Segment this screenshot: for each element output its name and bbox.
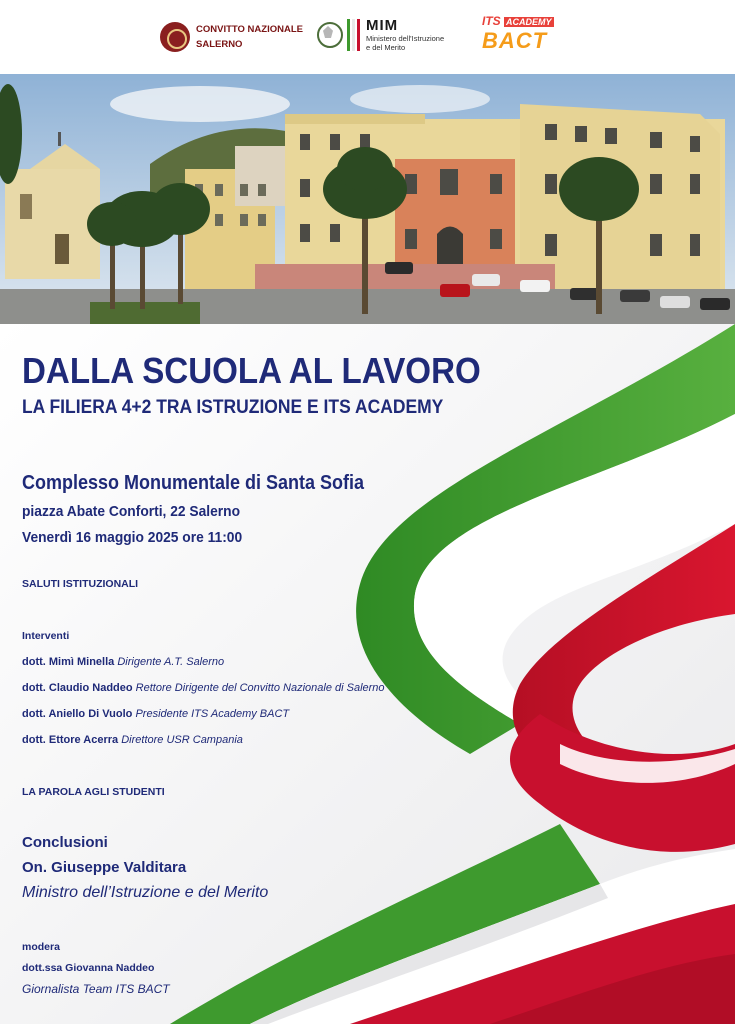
speaker-1 [22,656,224,668]
italian-flag-ribbon [0,324,735,1024]
speaker-name: dott. Aniello Di Vuolo [22,708,133,720]
mim-acronym: MIM [366,17,399,34]
saluti-heading: SALUTI ISTITUZIONALI [22,578,139,590]
its-label: ITS [482,14,501,28]
speaker-4 [22,734,243,746]
bact-label: BACT [482,28,548,53]
its-bact-logo [482,14,562,58]
convitto-name: CONVITTO NAZIONALE [196,24,303,35]
convitto-seal-icon [160,22,190,52]
event-title: DALLA SCUOLA AL LAVORO [22,350,481,391]
speaker-role: Direttore USR Campania [121,734,243,746]
conclusioni-name: On. Giuseppe Valditara [22,859,187,876]
mim-line1: Ministero dell'Istruzione [366,34,445,43]
interventi-heading: Interventi [22,630,70,642]
studenti-heading: LA PAROLA AGLI STUDENTI [22,786,165,798]
speaker-name: dott. Ettore Acerra [22,734,119,746]
event-address: piazza Abate Conforti, 22 Salerno [22,503,241,520]
speaker-2 [22,682,385,694]
event-date: Venerdì 16 maggio 2025 ore 11:00 [22,529,243,546]
mim-logo [315,18,444,52]
modera-name: dott.ssa Giovanna Naddeo [22,962,155,974]
speaker-3 [22,708,289,720]
speaker-name: dott. Claudio Naddeo [22,682,133,694]
speaker-name: dott. Mimì Minella [22,656,115,668]
tricolor-bars-icon [347,19,362,51]
event-venue: Complesso Monumentale di Santa Sofia [22,472,365,494]
conclusioni-role: Ministro dell’Istruzione e del Merito [22,884,269,901]
republic-emblem-icon [315,20,341,50]
building-photo [0,74,735,324]
speaker-role: Presidente ITS Academy BACT [135,708,290,720]
header-logos [0,0,735,74]
modera-heading: modera [22,941,60,953]
convitto-logo [160,22,303,52]
convitto-city: SALERNO [196,39,243,50]
event-subtitle: LA FILIERA 4+2 TRA ISTRUZIONE E ITS ACADEMY [22,397,444,418]
speaker-role: Rettore Dirigente del Convitto Nazionale di Salerno [135,682,385,694]
modera-role: Giornalista Team ITS BACT [22,982,170,996]
conclusioni-heading: Conclusioni [22,834,108,851]
academy-label: ACADEMY [506,17,552,27]
mim-line2: e del Merito [366,43,406,52]
speaker-role: Dirigente A.T. Salerno [117,656,225,668]
